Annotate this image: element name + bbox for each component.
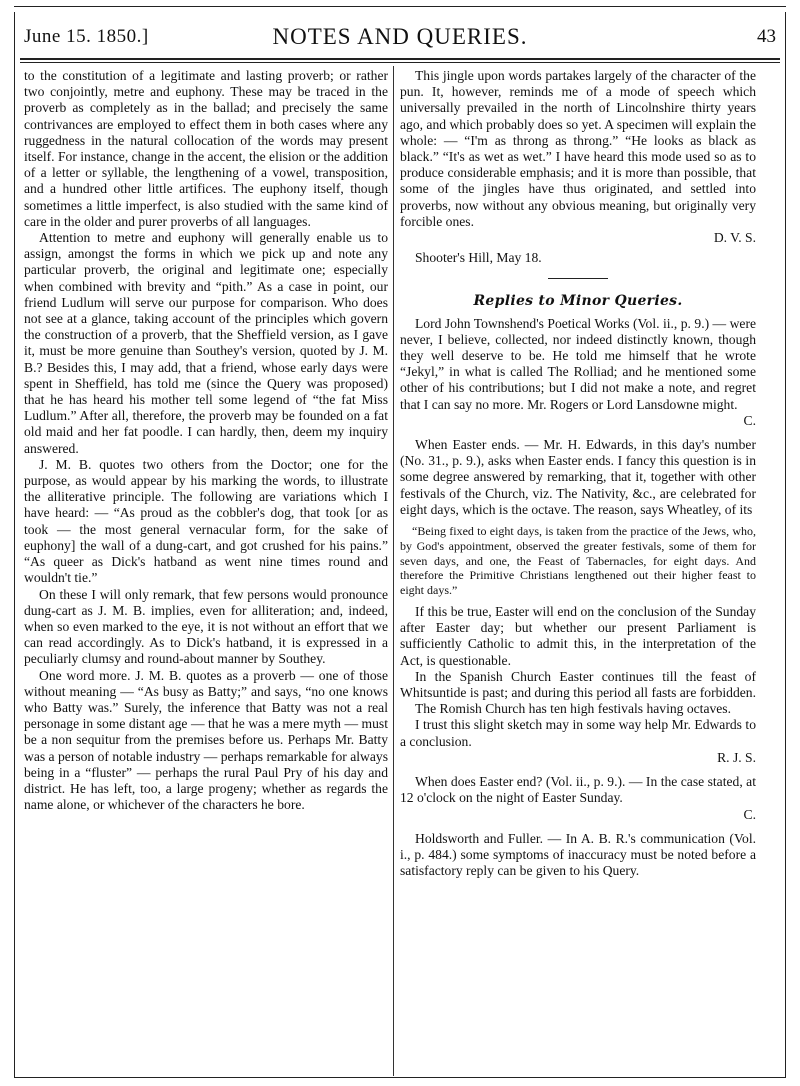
paragraph: One word more. J. M. B. quotes as a proverb — one of those without meaning — “As busy as Batty;” and says, “no one knows who Batty was.” Surely, the inference that Batty was not a real personage in some distant age — that he was a mere myth — must be a non sequitur from the premises before us. Perhaps Mr. Batty was a person of notable industry — perhaps remarkable for always being in a “fluster” — perhaps the rural Paul Pry of his day and district. He has left, too, a large progeny; whether as regards the name alone, or whichever of the characters he bore. xyxy=(24,667,388,813)
reply-paragraph: Holdsworth and Fuller. — In A. B. R.'s communication (Vol. i., p. 484.) some symptoms of inaccuracy must be noted before a satisfactory reply can be given to his Query. xyxy=(400,830,756,879)
block-quote: “Being fixed to eight days, is taken from the practice of the Jews, who, by God's appointment, observed the greater festivals, some of them for seven days, and one, the Feast of Tabernacles, for eight days. And therefore the Primitive Christians lengthened out their higher feast to eight days.” xyxy=(400,524,756,598)
column-divider xyxy=(393,66,394,1076)
dateline: Shooter's Hill, May 18. xyxy=(415,250,542,266)
reply-paragraph: If this be true, Easter will end on the conclusion of the Sunday after Easter day; but whether our present Parliament is sufficiently Catholic to admit this, in the interpretation of the Act, is questionable. xyxy=(400,604,756,668)
bottom-rule xyxy=(14,1077,786,1078)
signature: R. J. S. xyxy=(717,749,756,765)
paragraph: to the constitution of a legitimate and lasting proverb; or rather two conjointly, metre and euphony. These may be traced in the proverb as completely as in the ballad; and precisely the same contrivances are employed to effect them in both cases where any ruggedness in the natural collocation of the words may present itself. For instance, change in the accent, the elision or the addition of a letter or syllable, the lengthening of a vowel, transposition, and a hundred other little artifices. The euphony itself, though sometimes a little imperfect, is also studied with the same kind of care in the older and purer proverbs of all languages. xyxy=(24,68,388,229)
header-rule xyxy=(20,58,780,60)
left-column xyxy=(24,68,388,813)
paragraph: Attention to metre and euphony will generally enable us to assign, amongst the forms in which we pick up and note any particular proverb, the original and legitimate one; especially when combined with brevity and “pith.” As a case in point, our friend Ludlum will serve our purpose for comparison. Who does not see at a glance, taking account of the principles which govern the construction of a proverb, that the Sheffield version, as I gave it, must be more genuine than Southey's version, quoted by J. M. B.? Besides this, I may add, that a friend, whose early days were spent in Sheffield, has told me (since the Query was proposed) that he has heard his mother tell some legend of “the fat Miss Ludlum.” After all, therefore, the proverb may be founded on a fat old maid and her fat poodle. I can hardly, then, deem my inquiry answered. xyxy=(24,230,388,456)
signature: C. xyxy=(743,806,756,822)
running-header xyxy=(24,20,776,54)
reply-paragraph: When does Easter end? (Vol. ii., p. 9.). — In the case stated, at 12 o'clock on the night of Easter Sunday. xyxy=(400,774,756,806)
right-column xyxy=(400,68,756,879)
top-rule xyxy=(14,6,786,7)
reply-paragraph: The Romish Church has ten high festivals having octaves. xyxy=(415,701,731,717)
section-rule xyxy=(548,278,608,279)
journal-title: NOTES AND QUERIES. xyxy=(272,24,528,49)
header-rule-thin xyxy=(20,62,780,63)
paragraph: J. M. B. quotes two others from the Doctor; one for the purpose, as would appear by his marking the words, to illustrate the alliterative principle. The following are variations which I have heard: — “As proud as the cobbler's dog, that took [or as took — the most general vernacular form, for the sake of euphony] the wall of a dung-cart, and got crushed for his pains.” “As queer as Dick's hatband as went nine times round and wouldn't tie.” xyxy=(24,456,388,586)
signature: C. xyxy=(743,412,756,428)
reply-paragraph: Lord John Townshend's Poetical Works (Vol. ii., p. 9.) — were never, I believe, collected, nor indeed distinctly known, though they well deserve to be. He told me himself that he wrote “Jekyl,” in what is called The Rolliad; and he mentioned some other of his contributions; but I did not make a note, and regret that I can say no more. Mr. Rogers or Lord Lansdowne might. xyxy=(400,315,756,412)
page-number: 43 xyxy=(757,26,776,47)
header-date: June 15. 1850.] xyxy=(24,26,149,47)
paragraph: This jingle upon words partakes largely of the character of the pun. It, however, reminds me of a mode of speech which universally prevailed in the north of Lincolnshire thirty years ago, and which probably does so yet. A specimen will explain the whole: — “I'm as throng as throng.” “He looks as black as black.” “It's as wet as wet.” I have heard this mode used so as to produce considerable emphasis; and it is more than possible, that some of the jingles have thus originated, and settled into proverbs, now without any obvious meaning, but originally very forcible ones. xyxy=(400,68,757,229)
reply-paragraph: I trust this slight sketch may in some way help Mr. Edwards to a conclusion. xyxy=(400,717,756,749)
reply-paragraph: When Easter ends. — Mr. H. Edwards, in this day's number (No. 31., p. 9.), asks when Easter ends. I fancy this question is in some degree answered by remarking, that it, together with other festivals of the Church, viz. The Nativity, &c., are celebrated for eight days, which is the octave. The reason, says Wheatley, of its xyxy=(400,437,756,517)
signature: D. V. S. xyxy=(713,230,756,246)
section-title: Replies to Minor Queries. xyxy=(473,293,683,310)
reply-paragraph: In the Spanish Church Easter continues till the feast of Whitsuntide is past; and during this period all fasts are forbidden. xyxy=(400,668,757,701)
paragraph: On these I will only remark, that few persons would pronounce dung-cart as J. M. B. implies, even for alliteration; and, indeed, when so even marked to the eye, it is not without an effort that we can read accordingly. As to Dick's hatband, it is expressed in a peculiarly clumsy and round-about manner by Southey. xyxy=(24,586,388,667)
